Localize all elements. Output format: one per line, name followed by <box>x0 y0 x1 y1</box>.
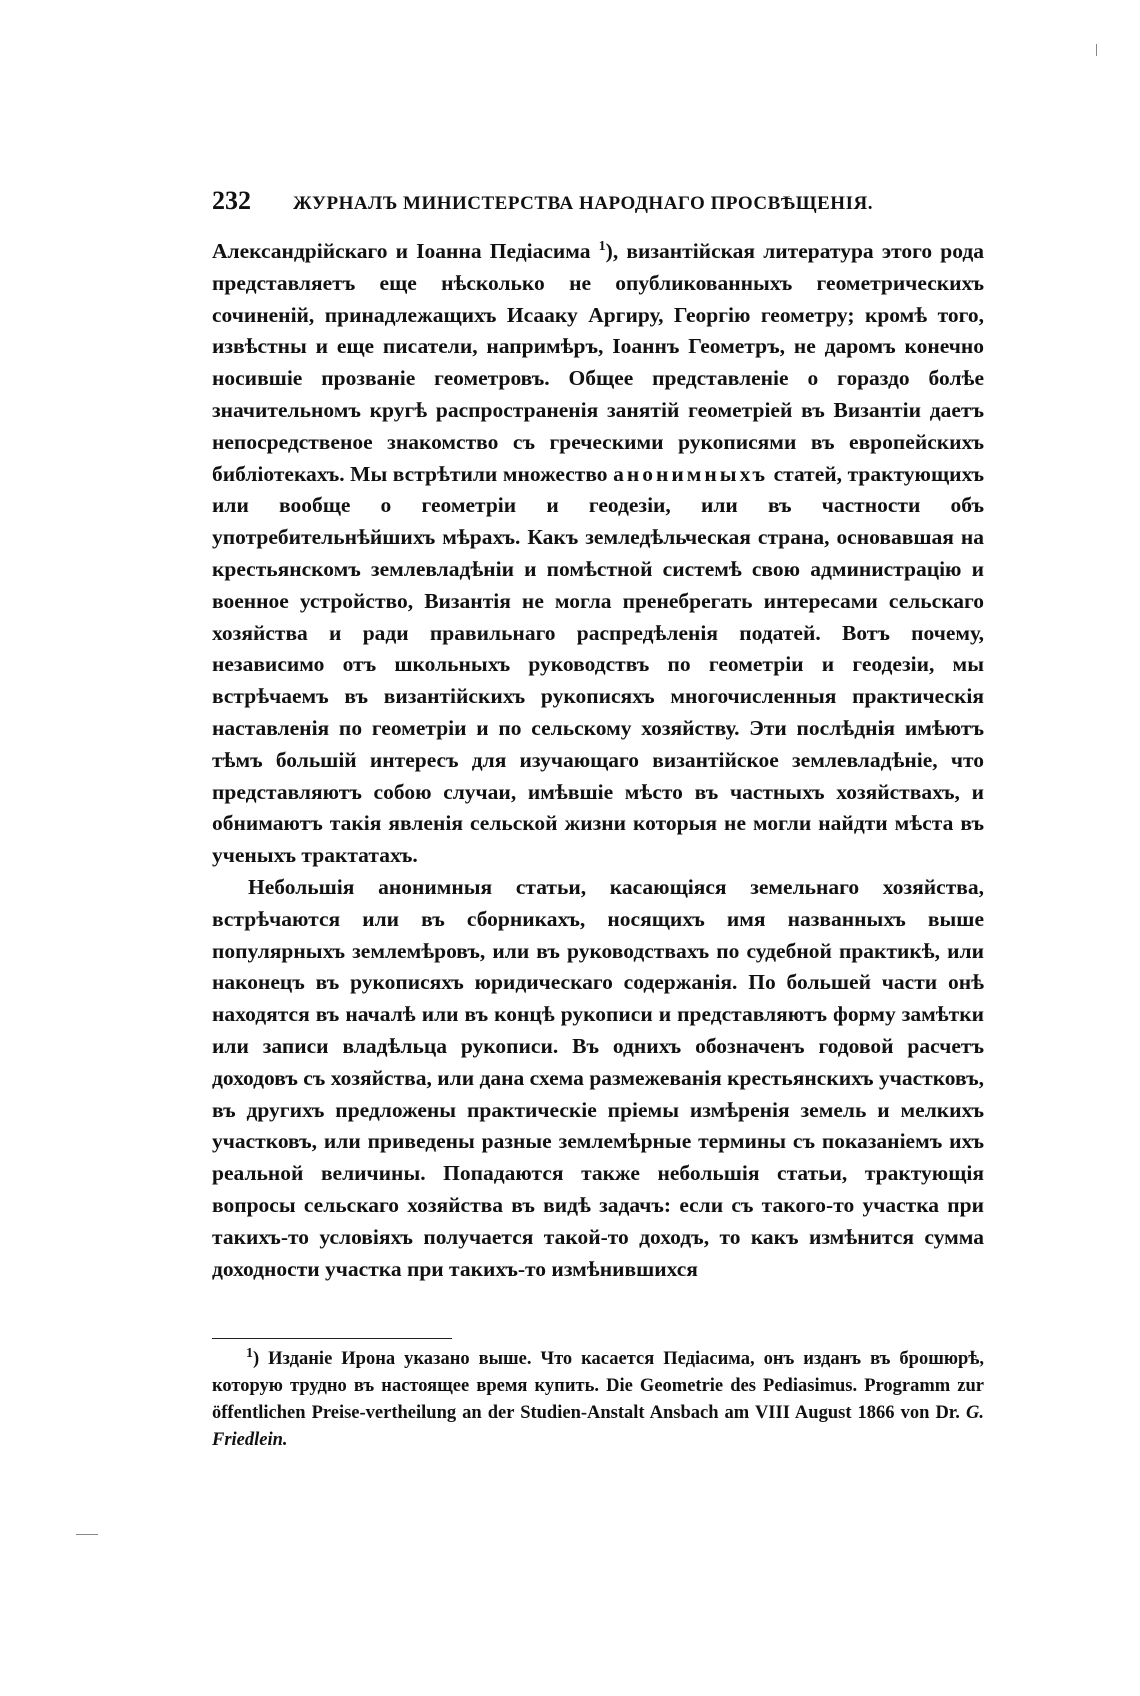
footnote-separator <box>212 1338 452 1339</box>
paragraph-1-part-2: ), византійская литература этого рода представляетъ еще нѣсколько не опубликованныхъ геометрическихъ сочиненій, принадлежащихъ Исааку Аргиру, Георгію геометру; кромѣ того, извѣстны и еще писатели, напримѣръ, Іоаннъ Геометръ, не даромъ конечно носившіе прозваніе геометровъ. Общее представленіе о гораздо болѣе значительномъ кругѣ распространенія занятій геометріей въ Византіи даетъ непосредственое знакомство съ греческими рукописями въ европейскихъ библіотекахъ. Мы встрѣтили множество <box>212 239 985 486</box>
scan-mark-right <box>1096 44 1097 56</box>
footnote-author: G. Friedlein. <box>212 1403 984 1450</box>
footnote-reference: 1 <box>598 238 606 254</box>
paragraph-1-part-1: Александрійскаго и Іоанна Педіасима <box>212 239 591 263</box>
footnote <box>212 1346 984 1454</box>
paragraph-1 <box>212 236 984 872</box>
footnote-marker: 1 <box>246 1345 253 1361</box>
running-header <box>212 186 984 219</box>
paragraph-2: Небольшія анонимныя статьи, касающіяся земельнаго хозяйства, встрѣчаются или въ сборникахъ, носящихъ имя названныхъ выше популярныхъ землемѣровъ, или въ руководствахъ по судебной практикѣ, или наконецъ въ рукописяхъ юридическаго содержанія. По большей части онѣ находятся въ началѣ или въ концѣ рукописи и представляютъ форму замѣтки или записи владѣльца рукописи. Въ однихъ обозначенъ годовой расчетъ доходовъ съ хозяйства, или дана схема размежеванія крестьянскихъ участковъ, въ другихъ предложены практическіе пріемы измѣренія земель и мелкихъ участковъ, или приведены разные землемѣрные термины съ показаніемъ ихъ реальной величины. Попадаются также небольшія статьи, трактующія вопросы сельскаго хозяйства въ видѣ задачъ: если съ такого-то участка при такихъ-то условіяхъ получается такой-то доходъ, то какъ измѣнится сумма доходности участка при такихъ-то измѣнившихся <box>212 874 984 1281</box>
spaced-emphasis-word: анонимныхъ <box>613 461 769 486</box>
footnote-text <box>212 1346 984 1454</box>
running-title: ЖУРНАЛЪ МИНИСТЕРСТВА НАРОДНАГО ПРОСВѢЩЕНІЯ. <box>293 193 873 214</box>
footnote-text-part-1: ) Изданіе Ирона указано выше. Что касается Педіасима, онъ изданъ въ брошюрѣ, которую трудно въ настоящее время купить. Die Geometrie des Pediasimus. Programm zur öffentlichen Preise-vertheilung an der Studien-Anstalt Ansbach am VIII August 1866 von Dr. <box>212 1349 984 1423</box>
page-number: 232 <box>212 186 251 215</box>
paragraph-1-part-3: статей, трактующихъ или вообще о геометріи и геодезіи, или въ частности объ употребительнѣйшихъ мѣрахъ. Какъ земледѣльческая страна, основавшая на крестьянскомъ землевладѣніи и помѣстной системѣ свою администрацію и военное устройство, Византія не могла пренебрегать интересами сельскаго хозяйства и ради правильнаго распредѣленія податей. Вотъ почему, независимо отъ школьныхъ руководствъ по геометріи и геодезіи, мы встрѣчаемъ въ византійскихъ рукописяхъ многочисленныя практическія наставленія по геометріи и по сельскому хозяйству. Эти послѣднія имѣютъ тѣмъ большій интересъ для изучающаго византійское землевладѣніе, что представляютъ собою случаи, имѣвшіе мѣсто въ частныхъ хозяйствахъ, и обнимаютъ такія явленія сельской жизни которыя не могли найдти мѣста въ ученыхъ трактатахъ. <box>212 461 984 868</box>
main-text <box>212 236 984 1285</box>
scan-mark-left <box>76 1534 98 1535</box>
